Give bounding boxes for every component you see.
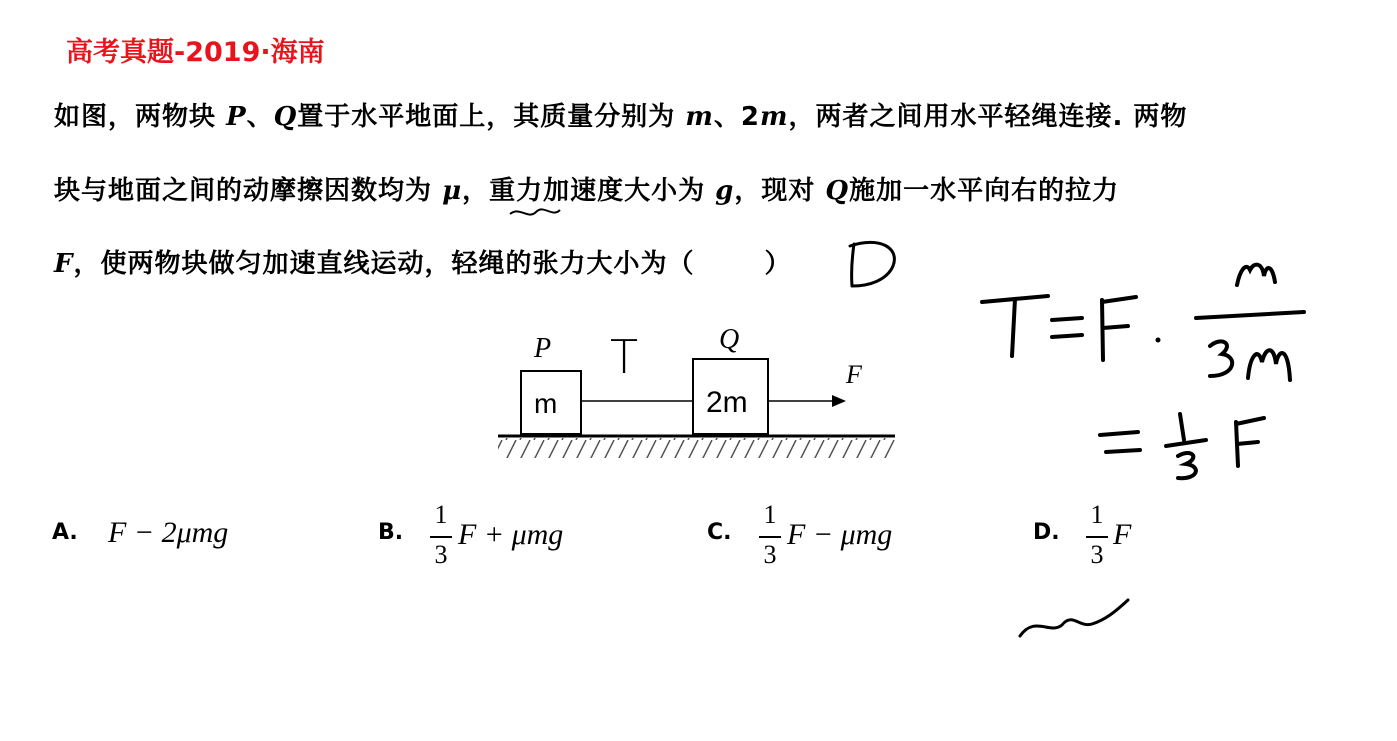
option-a-letter: A.: [52, 520, 78, 545]
arrow-head: [832, 395, 846, 407]
option-b-letter: B.: [378, 520, 404, 545]
option-c-expression: F − μmg: [787, 518, 893, 551]
question-text: 置于水平地面上，其质量分别为: [297, 102, 686, 132]
option-d-letter: D.: [1033, 520, 1060, 545]
handwritten-fraction-bar: [1196, 312, 1304, 318]
symbol-Q: Q: [273, 102, 298, 132]
question-text: ）: [764, 249, 792, 279]
option-b-fraction-bar: [430, 536, 452, 538]
handwritten-3: [1210, 341, 1232, 376]
question-text: 施加一水平向右的拉力: [849, 176, 1120, 206]
handwritten-m-den: [1248, 350, 1290, 380]
label-p: P: [534, 333, 552, 364]
option-d-fraction-bar: [1086, 536, 1108, 538]
symbol-mu: μ: [442, 176, 463, 206]
handwritten-squiggle-mu: [510, 209, 560, 214]
option-b-expression: F + μmg: [458, 518, 564, 551]
option-b-denominator: 3: [434, 540, 448, 569]
symbol-Q: Q: [825, 176, 850, 206]
handwritten-answer-d: [850, 242, 894, 286]
block-q-mass: 2m: [706, 386, 748, 419]
option-d-numerator: 1: [1090, 500, 1104, 529]
handwritten-F2: [1236, 418, 1264, 466]
handwritten-tension-label: T: [610, 330, 639, 384]
option-c-numerator: 1: [763, 500, 777, 529]
handwritten-squiggle-d: [1020, 600, 1128, 636]
handwritten-dot: [1156, 338, 1161, 343]
option-a-expression: F − 2μmg: [108, 516, 229, 549]
question-text: ，现对: [734, 176, 826, 206]
option-d-denominator: 3: [1090, 540, 1104, 569]
option-c-denominator: 3: [763, 540, 777, 569]
symbol-g: g: [715, 176, 735, 206]
symbol-m: m: [685, 102, 714, 132]
handwritten-m-num: [1237, 265, 1275, 285]
label-q: Q: [719, 324, 740, 355]
question-text: 如图，两物块: [54, 102, 227, 132]
question-text: ，使两物块做匀加速直线运动，轻绳的张力大小为（: [73, 249, 695, 279]
symbol-F: F: [54, 249, 74, 279]
option-c-letter: C.: [707, 520, 732, 545]
handwritten-fraction-bar-2: [1166, 440, 1206, 446]
symbol-m: m: [759, 102, 789, 132]
option-d-expression: F: [1113, 518, 1132, 551]
separator: 、: [246, 102, 274, 132]
block-p-mass: m: [534, 388, 558, 419]
handwritten-equals: [1052, 318, 1082, 337]
symbol-P: P: [226, 102, 247, 132]
force-label: F: [846, 360, 862, 389]
handwritten-1: [1180, 414, 1184, 440]
handwritten-T: [982, 296, 1048, 356]
option-b-numerator: 1: [434, 500, 448, 529]
ground-hatch: [498, 438, 895, 458]
question-text: ，重力加速度大小为: [462, 176, 716, 206]
handwritten-equals-2: [1100, 432, 1140, 452]
question-text: 块与地面之间的动摩擦因数均为: [54, 176, 443, 206]
handwritten-F: [1102, 297, 1136, 360]
exam-source-title: 高考真题-2019·海南: [66, 37, 325, 68]
handwritten-3b: [1178, 453, 1196, 478]
option-c-fraction-bar: [759, 536, 781, 538]
question-text: ，两者之间用水平轻绳连接. 两物: [788, 102, 1188, 132]
separator: 、2: [713, 102, 760, 132]
